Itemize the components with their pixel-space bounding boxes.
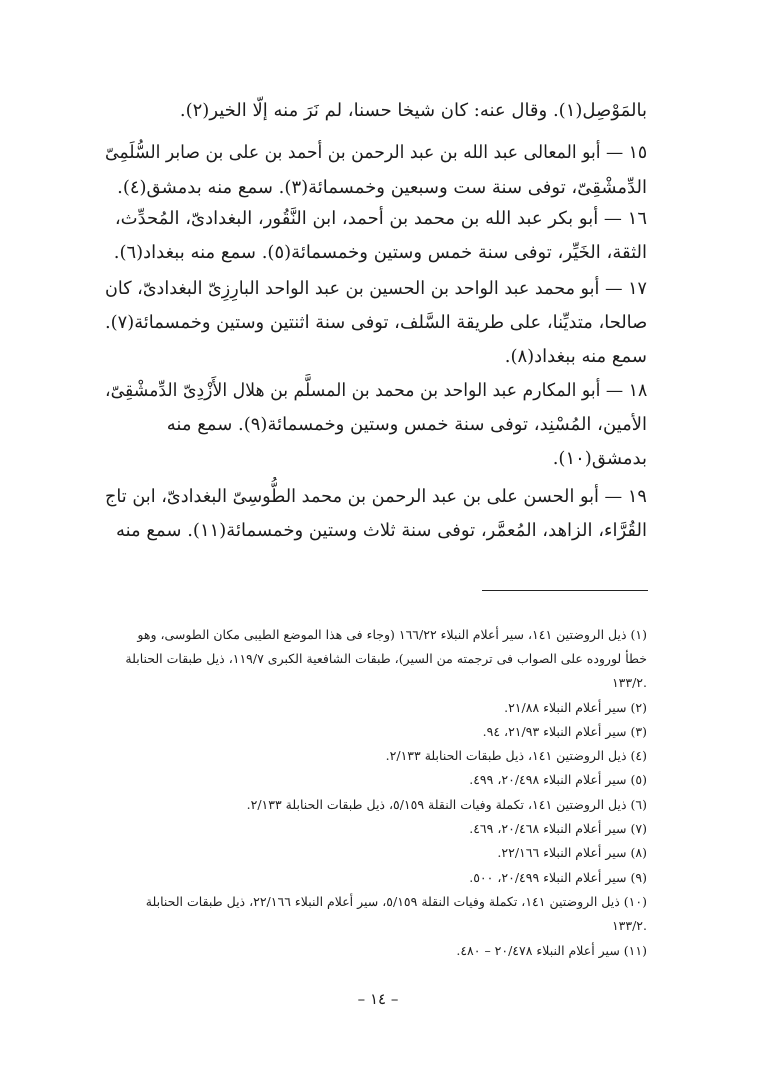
footnote-line: (٥) سير أعلام النبلاء ٢٠/٤٩٨، ٤٩٩. [469, 772, 647, 787]
entry-18-line: ١٨ — أبو المكارم عبد الواحد بن محمد بن المسلَّم بن هلال الأَزْدِىّ الدِّمشْقِىّ، [104, 380, 647, 401]
footnote-line: (٣) سير أعلام النبلاء ٢١/٩٣، ٩٤. [482, 724, 647, 739]
text-line: الثقة، الخَيِّر، توفى سنة خمس وستين وخمسمائة(٥). سمع منه ببغداد(٦). [113, 242, 647, 263]
footnote-line: (٧) سير أعلام النبلاء ٢٠/٤٦٨، ٤٦٩. [469, 821, 647, 836]
footnote-line: (٢) سير أعلام النبلاء ٢١/٨٨. [504, 700, 647, 715]
entry-16-line: ١٦ — أبو بكر عبد الله بن محمد بن أحمد، ابن النَّقُور، البغدادىّ، المُحدِّث، [114, 208, 647, 229]
footnote-line: خطأ لوروده على الصواب فى ترجمته من السير)، طبقات الشافعية الكبرى ١١٩/٧، ذيل طبقات الحنابلة [125, 651, 647, 666]
footnote-line: (١) ذيل الروضتين ١٤١، سير أعلام النبلاء ١٦٦/٢٢ (وجاء فى هذا الموضع الطيبى مكان الطوسى، وهو [137, 627, 647, 642]
footnote-line: (٤) ذيل الروضتين ١٤١، ذيل طبقات الحنابلة ٢/١٣٣. [385, 748, 647, 763]
footnote-line: (٦) ذيل الروضتين ١٤١، تكملة وفيات النقلة ٥/١٥٩، ذيل طبقات الحنابلة ٢/١٣٣. [246, 797, 647, 812]
text-line: بالمَوْصِل(١). وقال عنه: كان شيخا حسنا، لم نَرَ منه إلّا الخير(٢). [179, 100, 647, 121]
text-line: بدمشق(١٠). [552, 448, 647, 469]
footnote-line: ١٣٣/٢. [611, 918, 647, 933]
entry-17-line: ١٧ — أبو محمد عبد الواحد بن الحسين بن عبد الواحد البارِزِىّ البغدادىّ، كان [105, 278, 647, 299]
footnote-line: (٩) سير أعلام النبلاء ٢٠/٤٩٩، ٥٠٠. [469, 870, 647, 885]
text-line: الأمين، المُسْنِد، توفى سنة خمس وستين وخمسمائة(٩). سمع منه [166, 414, 647, 435]
text-line: القُرَّاء، الزاهد، المُعمَّر، توفى سنة ثلاث وستين وخمسمائة(١١). سمع منه [115, 520, 647, 541]
entry-15-line: ١٥ — أبو المعالى عبد الله بن عبد الرحمن بن أحمد بن على بن صابر السُّلَمِىّ [104, 142, 647, 163]
footnote-separator [482, 590, 648, 591]
footnote-line: ١٣٣/٢. [611, 675, 647, 690]
page-number: – ١٤ – [357, 990, 399, 1008]
footnote-line: (١٠) ذيل الروضتين ١٤١، تكملة وفيات النقلة ٥/١٥٩، سير أعلام النبلاء ٢٢/١٦٦، ذيل طبقات الحنابلة [145, 894, 647, 909]
text-line: صالحا، متديِّنا، على طريقة السَّلف، توفى سنة اثنتين وستين وخمسمائة(٧). [104, 312, 647, 333]
entry-19-line: ١٩ — أبو الحسن على بن عبد الرحمن بن محمد الطُّوسِىّ البغدادىّ، ابن تاج [105, 486, 647, 507]
text-line: الدِّمشْقِىّ، توفى سنة ست وسبعين وخمسمائة(٣). سمع منه بدمشق(٤). [117, 177, 647, 198]
footnote-line: (١١) سير أعلام النبلاء ٢٠/٤٧٨ – ٤٨٠. [456, 943, 647, 958]
footnote-line: (٨) سير أعلام النبلاء ٢٢/١٦٦. [497, 845, 647, 860]
text-line: سمع منه ببغداد(٨). [504, 346, 647, 367]
